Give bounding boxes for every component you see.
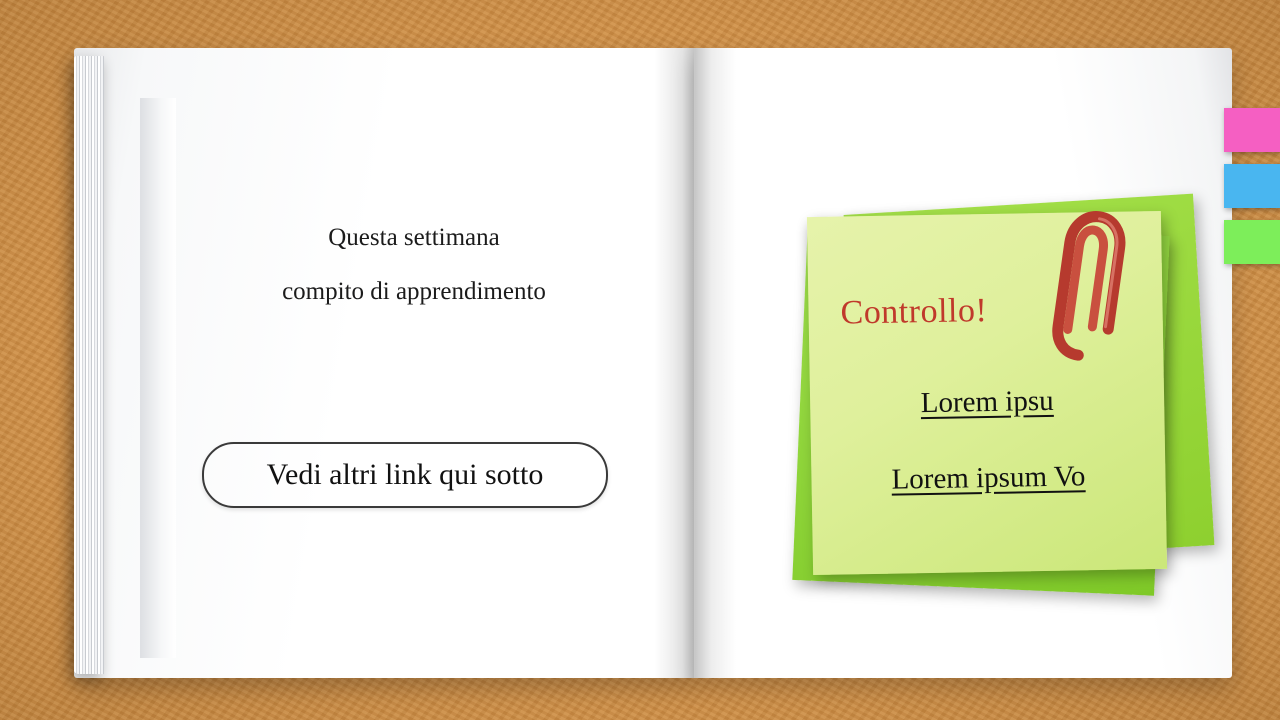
sticky-note-title: Controllo! <box>840 291 988 332</box>
sticky-note-group <box>784 198 1204 598</box>
sticky-note-link-1[interactable] <box>810 383 1165 422</box>
tab-pink[interactable] <box>1224 108 1280 152</box>
sticky-note-link-1-label: Lorem ipsu <box>920 384 1054 420</box>
left-page-line-2: compito di apprendimento <box>282 278 546 305</box>
page-edge-stack-icon <box>74 56 104 674</box>
book-page-left <box>74 48 694 678</box>
sticky-note-link-2[interactable] <box>811 459 1166 498</box>
tab-blue[interactable] <box>1224 164 1280 208</box>
page-marker-tabs <box>1216 108 1280 276</box>
tab-green[interactable] <box>1224 220 1280 264</box>
page-edge-highlight <box>140 98 176 658</box>
left-page-line-1: Questa settimana <box>328 224 500 251</box>
see-more-links-label: Vedi altri link qui sotto <box>266 458 544 491</box>
see-more-links-button[interactable] <box>202 442 608 508</box>
sticky-note-link-2-label: Lorem ipsum Vo <box>891 460 1086 496</box>
open-book <box>48 48 1232 678</box>
